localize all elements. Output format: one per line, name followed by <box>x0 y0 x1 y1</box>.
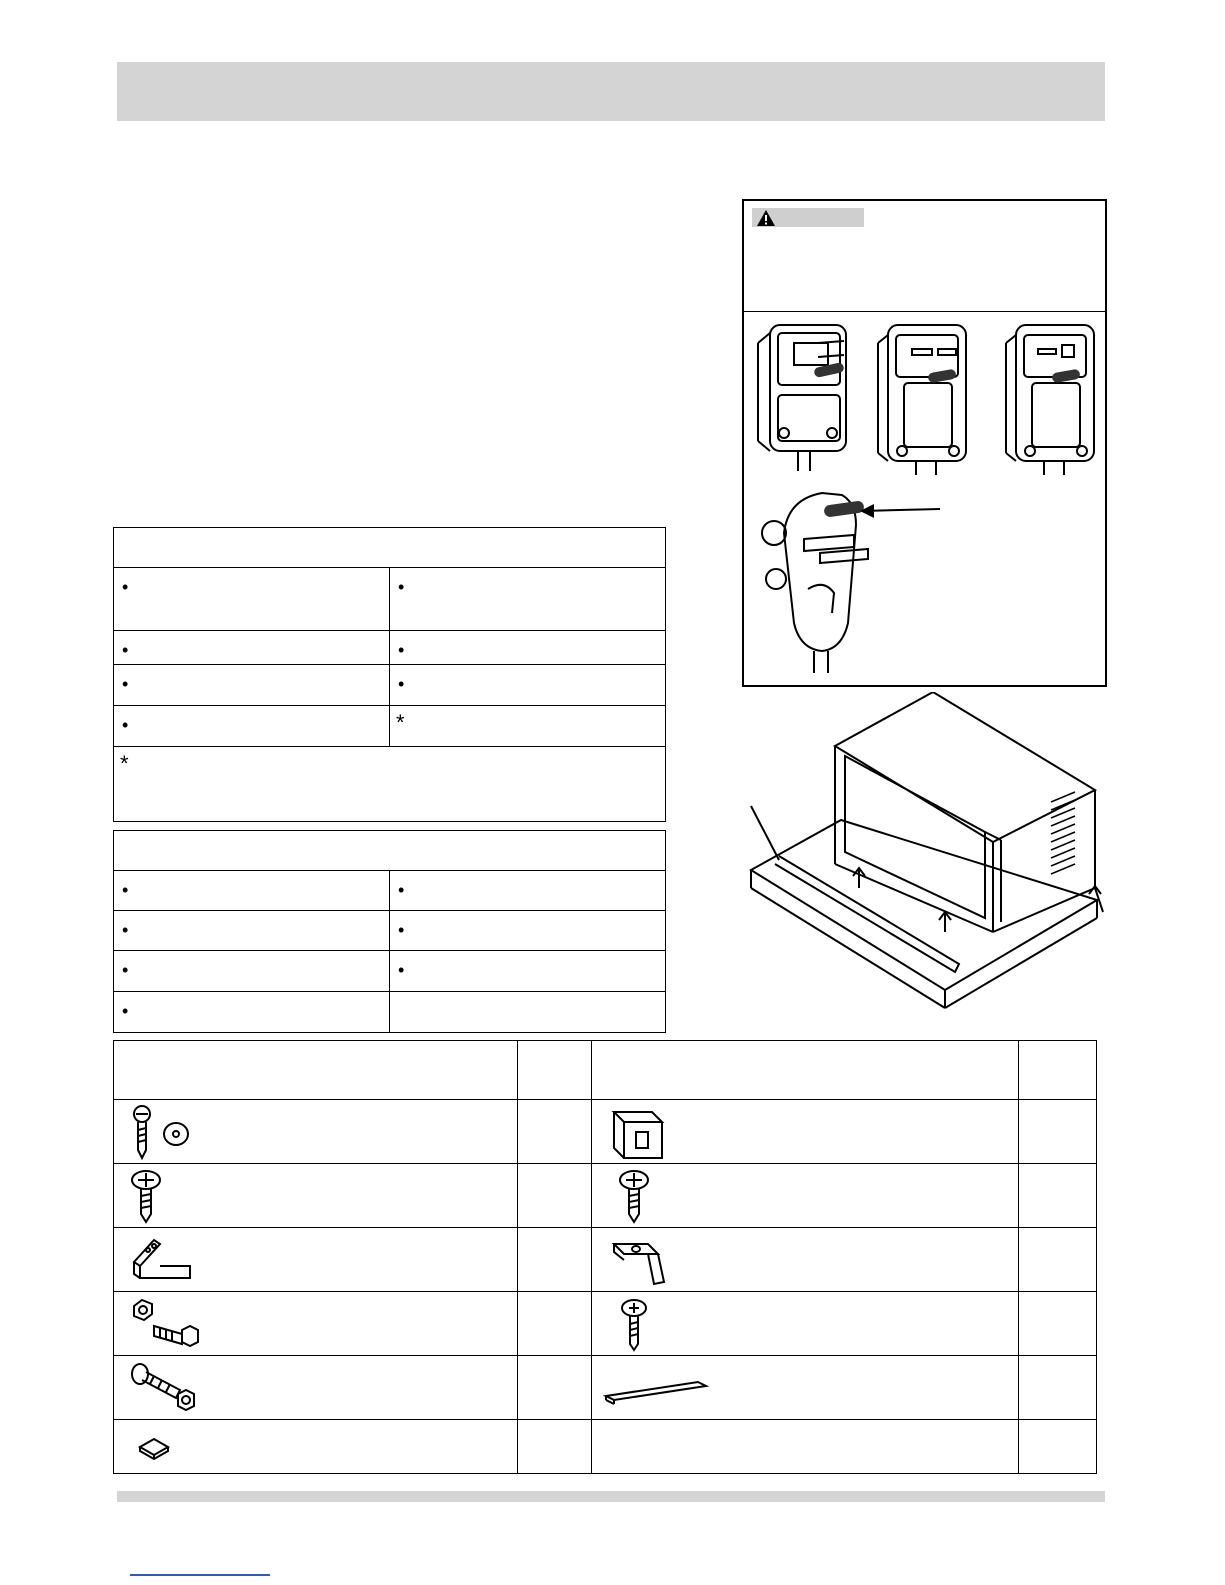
plug-type-1-icon <box>758 325 846 471</box>
foam-strip-icon <box>602 1360 712 1416</box>
requirements-footnote: * <box>114 747 666 822</box>
part-qty <box>518 1420 592 1474</box>
plug-large-icon <box>762 493 940 673</box>
parts-header-qty <box>518 1041 592 1100</box>
sleeve-drawing <box>751 692 1103 1008</box>
carriage-bolt-nut-icon <box>124 1360 204 1416</box>
requirements-header <box>114 528 666 568</box>
parts-header-name <box>114 1041 518 1100</box>
part-cell <box>592 1292 1019 1356</box>
part-cell <box>592 1420 1019 1474</box>
requirement-cell: • <box>114 665 390 706</box>
cross-head-screw-icon <box>602 1168 682 1224</box>
screw-with-washer-icon <box>124 1104 204 1160</box>
plug-figures <box>744 313 1105 685</box>
warning-triangle-icon <box>756 209 776 227</box>
tools-table <box>113 830 666 1033</box>
part-cell <box>592 1100 1019 1164</box>
tool-cell: • <box>114 951 390 992</box>
requirement-cell: • <box>114 631 390 665</box>
part-cell <box>114 1228 518 1292</box>
part-cell <box>592 1356 1019 1420</box>
hex-bolt-nut-icon <box>124 1296 204 1352</box>
part-qty <box>1019 1356 1097 1420</box>
footer-link[interactable] <box>130 1574 270 1576</box>
pad-icon <box>124 1425 204 1469</box>
part-qty <box>518 1100 592 1164</box>
part-cell <box>114 1292 518 1356</box>
footer-bar <box>117 1491 1105 1502</box>
part-qty <box>1019 1228 1097 1292</box>
parts-header-qty <box>1019 1041 1097 1100</box>
angle-clip-icon <box>602 1104 682 1160</box>
requirement-cell: • <box>114 706 390 747</box>
part-qty <box>518 1292 592 1356</box>
table-row <box>114 1228 1097 1292</box>
tool-cell: • <box>114 871 390 911</box>
parts-table <box>113 1040 1097 1474</box>
requirement-cell: • <box>114 568 390 631</box>
tool-cell: • <box>390 911 666 951</box>
sleeve-diagram <box>745 692 1115 1012</box>
l-bracket-icon <box>124 1232 204 1288</box>
angle-bracket-icon <box>602 1232 682 1288</box>
tool-cell <box>390 992 666 1033</box>
part-qty <box>518 1356 592 1420</box>
requirement-cell: * <box>390 706 666 747</box>
warning-divider <box>744 311 1105 312</box>
part-cell <box>114 1164 518 1228</box>
warning-panel <box>742 199 1107 687</box>
header-bar <box>117 62 1105 121</box>
table-row <box>114 1420 1097 1474</box>
warning-label <box>752 208 864 227</box>
part-cell <box>592 1228 1019 1292</box>
tools-header <box>114 831 666 871</box>
tool-cell: • <box>390 951 666 992</box>
table-row <box>114 1292 1097 1356</box>
part-qty <box>518 1228 592 1292</box>
requirements-table <box>113 527 666 822</box>
part-qty <box>1019 1292 1097 1356</box>
part-cell <box>114 1356 518 1420</box>
part-cell <box>114 1100 518 1164</box>
requirement-cell: • <box>390 631 666 665</box>
tool-cell: • <box>114 911 390 951</box>
tool-cell: • <box>114 992 390 1033</box>
part-qty <box>518 1164 592 1228</box>
tool-cell: • <box>390 871 666 911</box>
table-row <box>114 1356 1097 1420</box>
table-row <box>114 1100 1097 1164</box>
part-qty <box>1019 1100 1097 1164</box>
plug-type-3-icon <box>1006 325 1094 475</box>
requirement-cell: • <box>390 665 666 706</box>
requirement-cell: • <box>390 568 666 631</box>
parts-header-name <box>592 1041 1019 1100</box>
cross-head-screw-icon <box>124 1168 204 1224</box>
table-row <box>114 1164 1097 1228</box>
part-qty <box>1019 1420 1097 1474</box>
warning-text <box>752 237 1097 303</box>
part-cell <box>114 1420 518 1474</box>
part-cell <box>592 1164 1019 1228</box>
plug-type-2-icon <box>878 325 966 475</box>
pan-head-screw-icon <box>602 1296 682 1352</box>
part-qty <box>1019 1164 1097 1228</box>
